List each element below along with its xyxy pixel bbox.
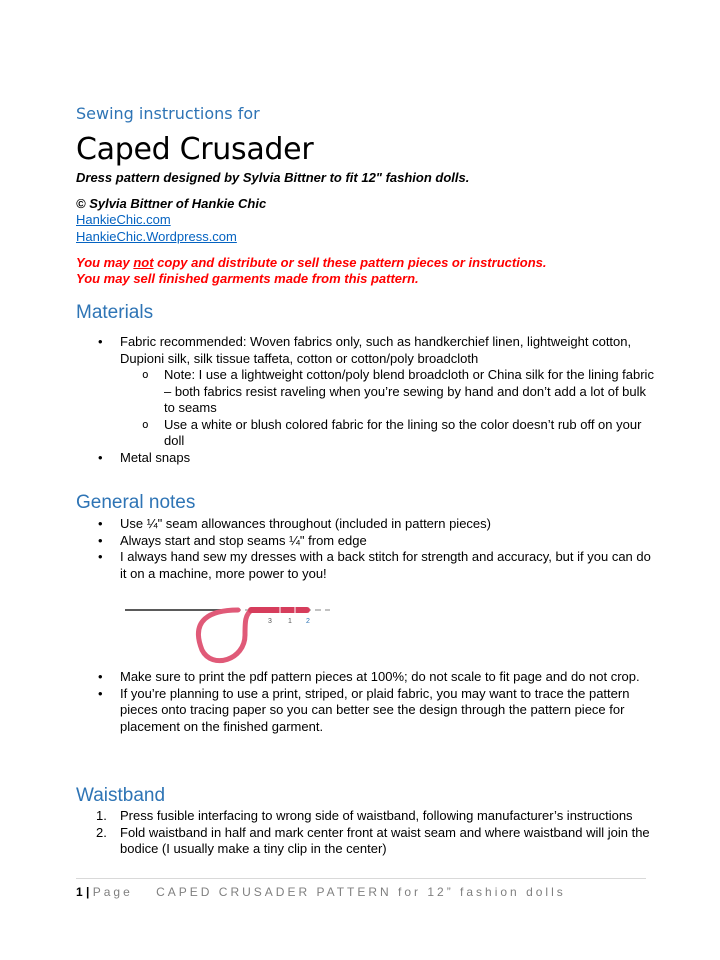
general-notes-heading: General notes (76, 492, 196, 513)
page-footer: 1 | Page CAPED CRUSADER PATTERN for 12” fashion dolls (76, 878, 646, 899)
list-item: • Always start and stop seams ¼" from edge (98, 532, 367, 548)
kicker-text: Sewing instructions for (76, 104, 260, 123)
copyright: © Sylvia Bittner of Hankie Chic (76, 196, 267, 211)
stitch-label-2: 2 (306, 618, 310, 625)
list-item: • If you’re planning to use a print, striped, or plaid fabric, you may want to trace the pattern pieces onto tracing paper so you can better see the design through the pattern piece for placement on the finished garment. (98, 685, 630, 734)
list-item: • Use ¼" seam allowances throughout (included in pattern pieces) (98, 516, 491, 531)
materials-list (76, 334, 656, 466)
page-number: 1 (76, 885, 83, 899)
backstitch-illustration (120, 590, 340, 670)
list-item: • I always hand sew my dresses with a back stitch for strength and accuracy, but if you can do it on a machine, more power to you! (98, 549, 651, 581)
materials-heading: Materials (76, 302, 154, 323)
page-label: Page (92, 885, 133, 899)
list-item: • Fabric recommended: Woven fabrics only, such as handkerchief linen, lightweight cotton, Dupioni silk, silk tissue taffeta, cotton or cotton/poly broadcloth (98, 334, 632, 366)
warning-not: not (133, 255, 154, 270)
stitch-label-3: 3 (268, 618, 272, 625)
general-notes-list-2 (76, 669, 656, 735)
link-wordpress[interactable]: HankieChic.Wordpress.com (76, 229, 237, 244)
warning-line-2: You may sell finished garments made from this pattern. (76, 271, 419, 286)
page-title: Caped Crusader (76, 132, 314, 167)
list-item: 2. Fold waistband in half and mark center front at waist seam and where waistband will join the bodice (I usually make a tiny clip in the center) (96, 824, 650, 856)
warning-line-1: You may not copy and distribute or sell these pattern pieces or instructions. (76, 255, 547, 270)
list-item: o Use a white or blush colored fabric for the lining so the color doesn’t rub off on your doll (142, 416, 642, 448)
list-item: • Make sure to print the pdf pattern pieces at 100%; do not scale to fit page and do not crop. (98, 669, 640, 684)
footer-doc-title: CAPED CRUSADER PATTERN for 12” fashion dolls (156, 885, 566, 899)
waistband-list (76, 808, 656, 858)
list-item: o Note: I use a lightweight cotton/poly blend broadcloth or China silk for the lining fabric – both fabrics resist raveling when you’re sewing by hand and don’t add a lot of bulk to seams (142, 367, 654, 415)
subtitle: Dress pattern designed by Sylvia Bittner to fit 12" fashion dolls. (76, 170, 470, 185)
general-notes-list-1 (76, 516, 656, 582)
waistband-heading: Waistband (76, 785, 166, 806)
list-item: • Metal snaps (98, 449, 191, 465)
stitch-label-1: 1 (288, 618, 292, 625)
list-item: 1. Press fusible interfacing to wrong side of waistband, following manufacturer’s instructions (96, 808, 633, 823)
link-hankiechic[interactable]: HankieChic.com (76, 212, 171, 227)
